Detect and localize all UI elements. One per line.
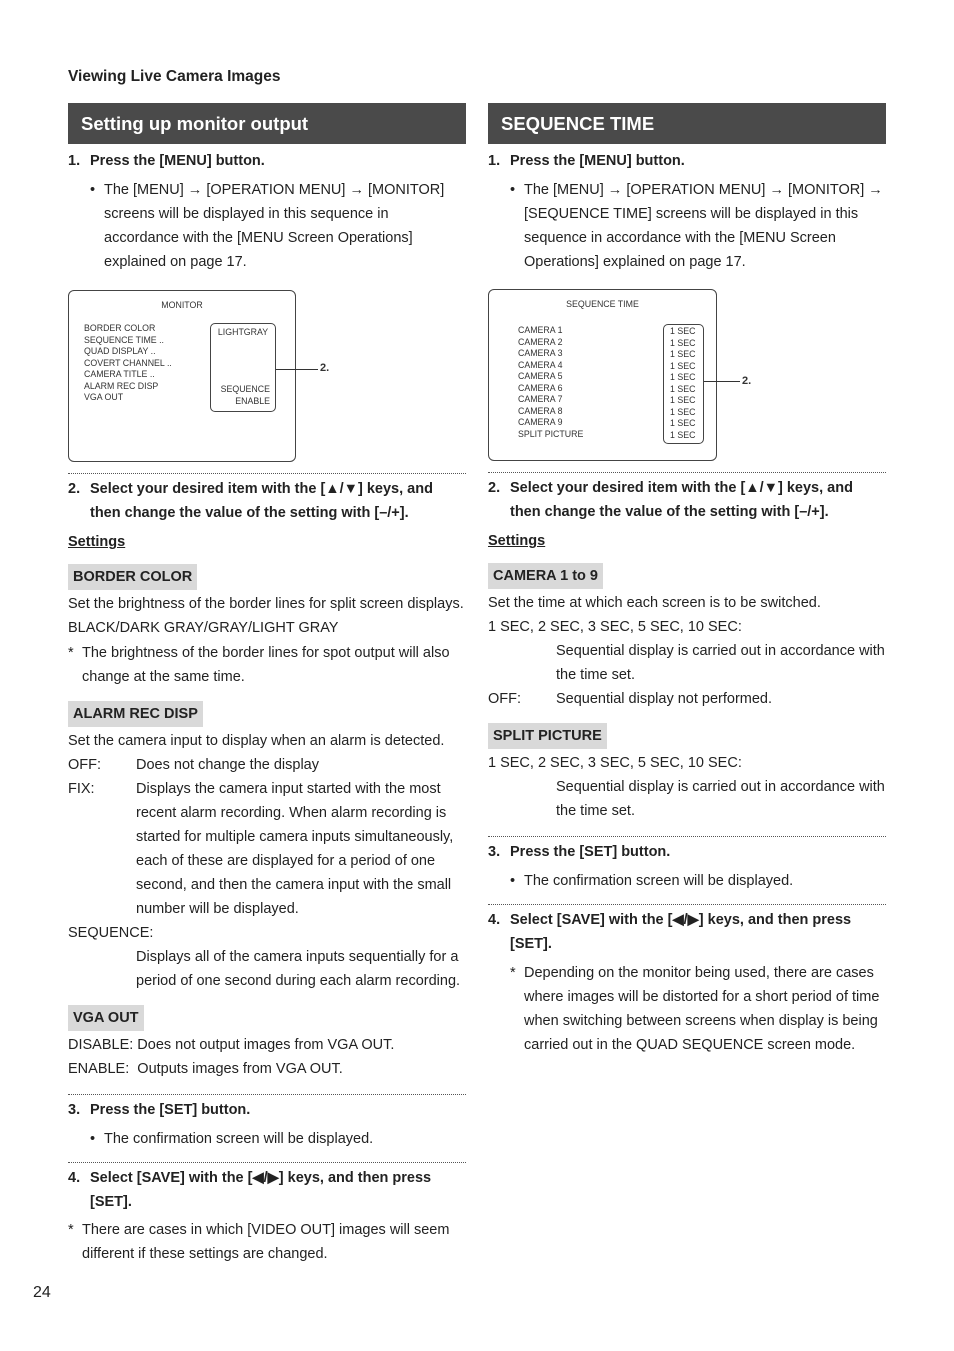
setting-border-color — [68, 564, 466, 689]
screen-item: CAMERA 6 — [518, 382, 563, 393]
step-text: Press the [MENU] button. — [510, 153, 685, 169]
setting-vga-out — [68, 1005, 466, 1081]
section-heading-monitor-output: Setting up monitor output — [68, 103, 466, 144]
step-number: 4. — [488, 912, 501, 928]
definition-desc: Sequential display is carried out in accordance with the time set. — [556, 779, 885, 819]
note — [68, 641, 466, 689]
screen-title: SEQUENCE TIME — [566, 299, 639, 309]
screen-item: QUAD DISPLAY .. — [84, 346, 156, 356]
callout-leader-line — [704, 381, 740, 382]
note-text: The brightness of the border lines for spot output will also change at the same time. — [82, 645, 450, 685]
callout-label: 2. — [320, 362, 330, 374]
bullet-text: The [MENU] → [OPERATION MENU] → [MONITOR] screens will be displayed in this sequence in accordance with the [MENU Screen Operations] explained on page 17. — [104, 182, 445, 270]
page-number: 24 — [33, 1284, 51, 1301]
screen-value: 1 SEC — [670, 349, 696, 359]
step-1-bullet — [488, 178, 886, 274]
definition-term: OFF: — [488, 691, 522, 707]
screen-value: 1 SEC — [670, 360, 696, 371]
step-number: 1. — [488, 153, 501, 169]
screen-item: CAMERA 2 — [518, 336, 563, 347]
value-bot: ENABLE — [235, 396, 270, 406]
step-text: Select [SAVE] with the [◀/▶] keys, and then press [SET]. — [90, 1170, 432, 1210]
final-note — [68, 1218, 466, 1266]
setting-split-picture — [488, 723, 886, 823]
definition-desc: Displays the camera input started with the most recent alarm recording. When alarm recording is started for multiple camera inputs simultaneously, each of these are displayed for a period of one second, and then the camera input with the small number will be displayed. — [136, 781, 454, 917]
step-number: 3. — [68, 1102, 81, 1118]
step-3-bullet — [68, 1127, 466, 1151]
screen-item: CAMERA 1 — [518, 325, 563, 335]
screen-value: 1 SEC — [670, 406, 696, 417]
setting-tag: BORDER COLOR — [68, 564, 197, 590]
screen-item: ALARM REC DISP — [84, 380, 159, 391]
bullet-text: The confirmation screen will be displayed. — [104, 1131, 374, 1147]
screen-value: 1 SEC — [670, 429, 696, 440]
screen-item: CAMERA 9 — [518, 417, 563, 427]
step-3 — [488, 840, 886, 864]
step-4 — [488, 908, 886, 956]
step-text: Press the [SET] button. — [510, 844, 671, 860]
screen-title: MONITOR — [161, 300, 203, 310]
step-text: Press the [SET] button. — [90, 1102, 251, 1118]
setting-alarm-rec-disp — [68, 701, 466, 993]
definition-row — [68, 777, 466, 921]
paragraph: BLACK/DARK GRAY/GRAY/LIGHT GRAY — [68, 620, 339, 636]
sequence-time-menu-screen — [488, 289, 752, 461]
screen-item: COVERT CHANNEL .. — [84, 357, 172, 368]
screen-item-list — [518, 325, 583, 440]
definition-term: FIX: — [68, 781, 95, 797]
step-1 — [68, 149, 466, 173]
step-number: 2. — [68, 481, 81, 497]
step-1 — [488, 149, 886, 173]
screen-item: CAMERA 7 — [518, 394, 563, 404]
paragraph: Set the time at which each screen is to be switched. — [488, 595, 821, 611]
step-2 — [68, 477, 466, 525]
callout-label: 2. — [742, 375, 752, 387]
definition-desc: Sequential display is carried out in accordance with the time set. — [556, 643, 885, 683]
bullet-icon: • — [510, 182, 516, 198]
bullet-icon: • — [90, 1131, 96, 1147]
paragraph: 1 SEC, 2 SEC, 3 SEC, 5 SEC, 10 SEC: — [488, 619, 742, 635]
setting-tag: VGA OUT — [68, 1005, 144, 1031]
paragraph: DISABLE: Does not output images from VGA OUT. — [68, 1037, 395, 1053]
screen-value: 1 SEC — [670, 326, 696, 336]
bullet-icon: • — [510, 873, 516, 889]
definition-row — [68, 753, 466, 777]
asterisk-mark: * — [510, 965, 516, 981]
asterisk-mark: * — [68, 645, 74, 661]
screen-item-list — [84, 323, 172, 404]
definition-term: SEQUENCE: — [68, 925, 154, 941]
divider — [488, 472, 886, 473]
divider — [68, 473, 466, 474]
value-mid: SEQUENCE — [220, 384, 270, 394]
screen-item: CAMERA 5 — [518, 371, 563, 381]
step-4-note — [488, 961, 886, 1057]
step-number: 2. — [488, 480, 501, 496]
value-top: LIGHTGRAY — [217, 327, 269, 337]
divider — [488, 836, 886, 837]
step-number: 4. — [68, 1170, 81, 1186]
screen-item: BORDER COLOR — [84, 323, 156, 333]
note-text: There are cases in which [VIDEO OUT] images will seem different if these settings are changed. — [82, 1222, 450, 1262]
screen-item: SEQUENCE TIME .. — [84, 334, 165, 345]
step-text: Press the [MENU] button. — [90, 153, 265, 169]
paragraph: 1 SEC, 2 SEC, 3 SEC, 5 SEC, 10 SEC: — [488, 755, 742, 771]
bullet-text: The [MENU] → [OPERATION MENU] → [MONITOR] → [SEQUENCE TIME] screens will be displayed in this sequence in accordance with the [MENU Screen Operations] explained on page 17. — [524, 182, 883, 270]
asterisk-mark: * — [68, 1222, 74, 1238]
setting-tag: ALARM REC DISP — [68, 701, 203, 727]
step-3 — [68, 1098, 466, 1122]
screen-value: 1 SEC — [670, 383, 696, 394]
bullet-icon: • — [90, 182, 96, 198]
screen-item: CAMERA 8 — [518, 405, 563, 416]
definition-desc: Does not change the display — [136, 757, 319, 773]
step-3-bullet — [488, 869, 886, 893]
divider — [68, 1094, 466, 1095]
paragraph: Set the brightness of the border lines for split screen displays. — [68, 596, 464, 612]
screen-value: 1 SEC — [670, 372, 696, 382]
callout-leader-line — [276, 369, 318, 370]
screen-value: 1 SEC — [670, 418, 696, 428]
setting-camera-1-to-9 — [488, 563, 886, 711]
step-text: Select [SAVE] with the [◀/▶] keys, and then press [SET]. — [510, 912, 852, 952]
screen-value-box — [210, 323, 276, 412]
step-4 — [68, 1166, 466, 1214]
monitor-menu-screen — [68, 290, 330, 462]
screen-item: CAMERA TITLE .. — [84, 369, 155, 379]
section-heading-sequence-time: SEQUENCE TIME — [488, 103, 886, 144]
note-text: Depending on the monitor being used, there are cases where images will be distorted for a short period of time when switching between screens when display is being carried out in the QUAD SEQUENCE screen mode. — [524, 965, 880, 1053]
screen-item: VGA OUT — [84, 392, 124, 402]
screen-item: SPLIT PICTURE — [518, 428, 584, 439]
settings-label: Settings — [488, 533, 546, 549]
paragraph: Set the camera input to display when an alarm is detected. — [68, 733, 445, 749]
step-text: Select your desired item with the [▲/▼] keys, and then change the value of the setting with [–/+]. — [90, 481, 433, 521]
screen-item: CAMERA 3 — [518, 348, 563, 358]
screen-value: 1 SEC — [670, 337, 696, 348]
step-2 — [488, 476, 886, 524]
screen-item: CAMERA 4 — [518, 359, 563, 370]
right-column — [488, 103, 886, 1057]
setting-tag: CAMERA 1 to 9 — [488, 563, 603, 589]
running-head: Viewing Live Camera Images — [68, 68, 281, 85]
screen-value: 1 SEC — [670, 395, 696, 405]
paragraph: ENABLE: Outputs images from VGA OUT. — [68, 1061, 343, 1077]
bullet-text: The confirmation screen will be displayed. — [524, 873, 794, 889]
settings-label: Settings — [68, 534, 126, 550]
definition-row — [488, 687, 886, 711]
step-text: Select your desired item with the [▲/▼] keys, and then change the value of the setting with [–/+]. — [510, 480, 853, 520]
step-number: 1. — [68, 153, 81, 169]
definition-desc: Sequential display not performed. — [556, 691, 773, 707]
definition-desc: Displays all of the camera inputs sequentially for a period of one second during each alarm recording. — [136, 949, 461, 989]
screen-value-box — [663, 324, 704, 444]
divider — [488, 904, 886, 905]
definition-term: OFF: — [68, 757, 102, 773]
step-number: 3. — [488, 844, 501, 860]
left-column — [68, 103, 466, 1266]
screen-value-list — [670, 326, 695, 441]
setting-tag: SPLIT PICTURE — [488, 723, 607, 749]
step-1-bullet — [68, 178, 466, 274]
divider — [68, 1162, 466, 1163]
